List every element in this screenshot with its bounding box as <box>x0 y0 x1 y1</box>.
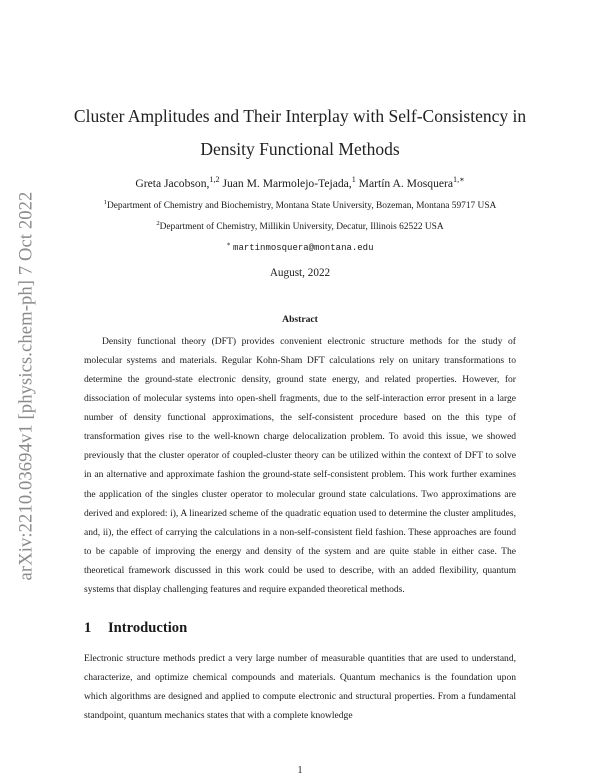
author-affiliation-mark: 1,∗ <box>453 175 465 185</box>
affiliation-1 <box>60 200 540 213</box>
section-title: Introduction <box>108 620 188 636</box>
introduction-text: Electronic structure methods predict a very large number of measurable quantities that are used to understand, characterize, and optimize chemical compounds and materials. Quantum mechanics is the foundation upon which algorithms are designed and applied to compute electronic and structural properties. From a fundamental standpoint, quantum mechanics states that with a complete knowledge <box>84 653 516 722</box>
abstract-heading: Abstract <box>282 314 318 325</box>
author-name: Greta Jacobson, <box>135 177 210 190</box>
paper-title <box>60 100 540 166</box>
affiliation-text: Department of Chemistry and Biochemistry, Montana State University, Bozeman, Montana 59717 USA <box>106 201 497 211</box>
author-list <box>60 176 540 192</box>
email-mark: ∗ <box>226 241 231 248</box>
paper-title-line-2: Density Functional Methods <box>200 139 400 159</box>
author-affiliation-mark: 1,2 <box>209 175 220 185</box>
author-name: Juan M. Marmolejo-Tejada, <box>222 177 352 190</box>
publication-date: August, 2022 <box>269 267 331 279</box>
author-name: Martín A. Mosquera <box>358 177 454 190</box>
section-heading-introduction <box>84 619 187 637</box>
affiliation-mark: 2 <box>156 219 160 227</box>
page-number: 1 <box>297 765 303 776</box>
affiliation-mark: 1 <box>103 198 107 206</box>
arxiv-identifier-text: arXiv:2210.03694v1 [physics.chem-ph] 7 Oct 2022 <box>15 191 36 581</box>
author-affiliation-mark: 1 <box>351 175 356 185</box>
section-number: 1 <box>84 620 92 636</box>
corresponding-email <box>60 241 540 254</box>
affiliation-2 <box>60 221 540 234</box>
email-address: martinmosquera@montana.edu <box>233 243 374 253</box>
abstract-text: Density functional theory (DFT) provides convenient electronic structure methods for the study of molecular systems and materials. Regular Kohn-Sham DFT calculations rely on unitary transformations to determine the ground-state electronic density, ground state energy, and related properties. However, for dissociation of molecular systems into open-shell fragments, due to the self-interaction error present in a large number of density functional approximations, the self-consistent procedure based on the this type of transformation gives rise to the well-known charge delocalization problem. To avoid this issue, we showed previously that the cluster operator of coupled-cluster theory can be utilized within the context of DFT to solve in an alternative and approximate fashion the ground-state self-consistent problem. This work further examines the application of the singles cluster operator to molecular ground state calculations. Two approximations are derived and explored: i), A linearized scheme of the quadratic equation used to determine the cluster amplitudes, and, ii), the effect of carrying the calculations in a non-self-consistent field fashion. These approaches are found to be capable of improving the energy and density of the system and are quite stable in either case. The theoretical framework discussed in this work could be used to describe, with an added flexibility, quantum systems that display challenging features and require expanded theoretical methods. <box>84 336 516 595</box>
paper-title-line-1: Cluster Amplitudes and Their Interplay with Self-Consistency in <box>73 106 527 126</box>
arxiv-identifier-stamp <box>14 178 38 594</box>
affiliation-text: Department of Chemistry, Millikin University, Decatur, Illinois 62522 USA <box>159 222 444 232</box>
